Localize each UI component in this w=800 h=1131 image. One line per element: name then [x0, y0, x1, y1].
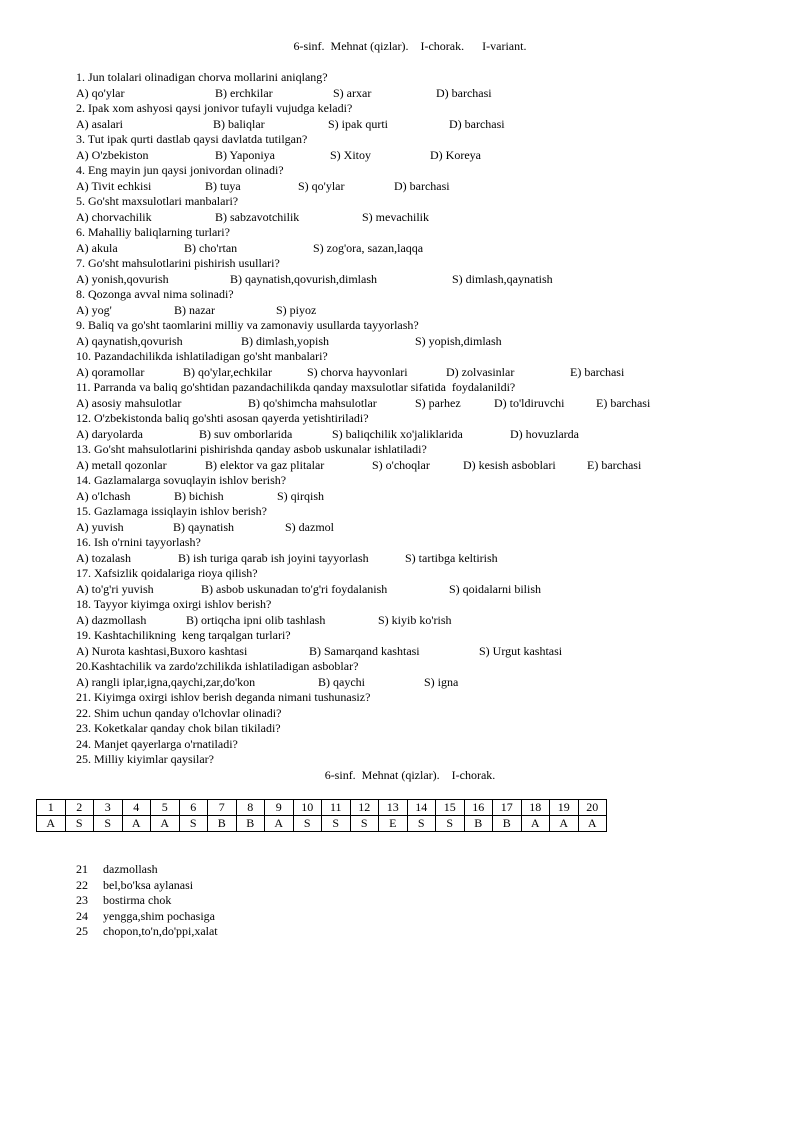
- answer-key-answer: S: [65, 816, 94, 832]
- answer-option: B) suv omborlarida: [199, 426, 293, 441]
- answer-key-answer: B: [464, 816, 493, 832]
- answer-key-answer: B: [208, 816, 237, 832]
- question-text: 24. Manjet qayerlarga o'rnatiladi?: [76, 736, 238, 751]
- answer-options: [76, 427, 776, 443]
- answer-option: S) kiyib ko'rish: [378, 612, 452, 627]
- answer-option: A) rangli iplar,igna,qaychi,zar,do'kon: [76, 674, 256, 689]
- answer-option: B) baliqlar: [213, 116, 265, 131]
- question-text: 1. Jun tolalari olinadigan chorva mollarini aniqlang?: [76, 70, 328, 84]
- answer-key-answer: A: [151, 816, 180, 832]
- answer-option: S) ipak qurti: [328, 116, 388, 131]
- answer-option: B) nazar: [174, 302, 215, 317]
- answer-key-answer: S: [293, 816, 322, 832]
- answer-options: [76, 458, 776, 474]
- answer-key-number: 15: [436, 800, 465, 816]
- answer-options: [76, 303, 776, 319]
- question-text: 12. O'zbekistonda baliq go'shti asosan qayerda yetishtiriladi?: [76, 411, 369, 425]
- answer-option: S) dimlash,qaynatish: [452, 271, 553, 286]
- answer-key-numbers-row: [37, 800, 607, 816]
- answer-options: [76, 365, 776, 381]
- answer-option: A) akula: [76, 240, 118, 255]
- answer-option: A) yog': [76, 302, 112, 317]
- answer-option: B) tuya: [205, 178, 241, 193]
- answer-option: S) piyoz: [276, 302, 317, 317]
- answer-key-title: 6-sinf. Mehnat (qizlar). I-chorak.: [324, 768, 496, 782]
- question-text: 5. Go'sht maxsulotlari manbalari?: [76, 194, 239, 208]
- answer-key-answer: S: [350, 816, 379, 832]
- question-text: 17. Xafsizlik qoidalariga rioya qilish?: [76, 566, 258, 580]
- question-text: 6. Mahalliy baliqlarning turlari?: [76, 225, 230, 239]
- open-answer-text: dazmollash: [103, 862, 158, 876]
- answer-option: S) qirqish: [277, 488, 325, 503]
- answer-options: [76, 241, 776, 257]
- answer-key-number: 19: [550, 800, 579, 816]
- answer-key-number: 13: [379, 800, 408, 816]
- answer-option: A) daryolarda: [76, 426, 143, 441]
- question-text: 10. Pazandachilikda ishlatiladigan go'sht manbalari?: [76, 349, 328, 363]
- answer-option: S) Urgut kashtasi: [479, 643, 563, 658]
- answer-key-answer: S: [436, 816, 465, 832]
- answer-option: A) to'g'ri yuvish: [76, 581, 154, 596]
- answer-option: S) igna: [424, 674, 459, 689]
- question-list: [76, 70, 776, 768]
- answer-key-number: 20: [578, 800, 607, 816]
- answer-options: [76, 272, 776, 288]
- answer-option: E) barchasi: [570, 364, 625, 379]
- answer-option: A) asalari: [76, 116, 123, 131]
- answer-option: D) barchasi: [449, 116, 505, 131]
- answer-key-answer: S: [322, 816, 351, 832]
- question-text: 23. Koketkalar qanday chok bilan tikiladi?: [76, 721, 281, 735]
- open-answer-number: 22: [76, 877, 88, 892]
- answer-options: [76, 520, 776, 536]
- open-answer-text: bostirma chok: [103, 893, 172, 907]
- answer-option: D) barchasi: [394, 178, 450, 193]
- page-title: 6-sinf. Mehnat (qizlar). I-chorak. I-variant.: [293, 39, 527, 53]
- answer-key-number: 10: [293, 800, 322, 816]
- question-text: 25. Milliy kiyimlar qaysilar?: [76, 752, 214, 766]
- answer-key-answer: A: [578, 816, 607, 832]
- answer-options: [76, 86, 776, 102]
- answer-option: D) kesish asboblari: [463, 457, 556, 472]
- answer-option: B) bichish: [174, 488, 224, 503]
- answer-option: A) qoramollar: [76, 364, 145, 379]
- answer-key-number: 7: [208, 800, 237, 816]
- answer-option: S) arxar: [333, 85, 372, 100]
- answer-key-answer: A: [521, 816, 550, 832]
- question-text: 20.Kashtachilik va zardo'zchilikda ishlatiladigan asboblar?: [76, 659, 359, 673]
- answer-option: A) tozalash: [76, 550, 131, 565]
- answer-option: S) o'choqlar: [372, 457, 430, 472]
- answer-option: A) Tivit echkisi: [76, 178, 152, 193]
- answer-option: B) dimlash,yopish: [241, 333, 330, 348]
- answer-option: A) dazmollash: [76, 612, 147, 627]
- answer-option: S) Xitoy: [330, 147, 372, 162]
- answer-option: D) barchasi: [436, 85, 492, 100]
- answer-option: S) dazmol: [285, 519, 334, 534]
- answer-option: B) qaynatish: [173, 519, 234, 534]
- answer-key-number: 17: [493, 800, 522, 816]
- answer-option: A) o'lchash: [76, 488, 131, 503]
- answer-key-number: 12: [350, 800, 379, 816]
- answer-key-answer: E: [379, 816, 408, 832]
- answer-option: B) qo'ylar,echkilar: [183, 364, 272, 379]
- answer-option: B) Yaponiya: [215, 147, 276, 162]
- question-text: 7. Go'sht mahsulotlarini pishirish usullari?: [76, 256, 280, 270]
- answer-key-number: 5: [151, 800, 180, 816]
- answer-key-answer: S: [407, 816, 436, 832]
- answer-key-number: 16: [464, 800, 493, 816]
- answer-option: B) qo'shimcha mahsulotlar: [248, 395, 377, 410]
- answer-option: E) barchasi: [596, 395, 651, 410]
- open-answer-number: 25: [76, 924, 88, 938]
- question-text: 15. Gazlamaga issiqlayin ishlov berish?: [76, 504, 267, 518]
- answer-option: B) erchkilar: [215, 85, 273, 100]
- answer-option: S) tartibga keltirish: [405, 550, 498, 565]
- answer-option: B) sabzavotchilik: [215, 209, 300, 224]
- answer-options: [76, 179, 776, 195]
- answer-option: A) asosiy mahsulotlar: [76, 395, 182, 410]
- answer-key-answer: S: [94, 816, 123, 832]
- question-text: 2. Ipak xom ashyosi qaysi jonivor tufayli vujudga keladi?: [76, 101, 353, 115]
- answer-options: [76, 148, 776, 164]
- answer-key-answers-row: [37, 816, 607, 832]
- answer-key-number: 18: [521, 800, 550, 816]
- open-answer-number: 23: [76, 893, 88, 907]
- answer-option: S) zog'ora, sazan,laqqa: [313, 240, 424, 255]
- question-text: 13. Go'sht mahsulotlarini pishirishda qanday asbob uskunalar ishlatiladi?: [76, 442, 427, 456]
- answer-options: [76, 117, 776, 133]
- answer-options: [76, 582, 776, 598]
- answer-option: S) chorva hayvonlari: [307, 364, 408, 379]
- answer-options: [76, 210, 776, 226]
- answer-option: S) parhez: [415, 395, 461, 410]
- open-answer-text: chopon,to'n,do'ppi,xalat: [103, 924, 218, 938]
- answer-key-answer: A: [265, 816, 294, 832]
- question-text: 18. Tayyor kiyimga oxirgi ishlov berish?: [76, 597, 272, 611]
- question-text: 11. Parranda va baliq go'shtidan pazandachilikda qanday maxsulotlar sifatida foydalanildi?: [76, 380, 516, 394]
- answer-option: B) cho'rtan: [184, 240, 238, 255]
- answer-key-number: 4: [122, 800, 151, 816]
- answer-key-number: 6: [179, 800, 208, 816]
- question-text: 3. Tut ipak qurti dastlab qaysi davlatda tutilgan?: [76, 132, 308, 146]
- answer-key-number: 11: [322, 800, 351, 816]
- answer-options: [76, 613, 776, 629]
- question-text: 21. Kiyimga oxirgi ishlov berish deganda nimani tushunasiz?: [76, 690, 371, 704]
- question-text: 22. Shim uchun qanday o'lchovlar olinadi?: [76, 705, 282, 720]
- answer-key-table: [36, 799, 607, 832]
- answer-key-number: 14: [407, 800, 436, 816]
- answer-option: D) zolvasinlar: [446, 364, 515, 379]
- answer-option: A) metall qozonlar: [76, 457, 167, 472]
- answer-key-answer: S: [179, 816, 208, 832]
- answer-key-answer: A: [37, 816, 66, 832]
- answer-options: [76, 489, 776, 505]
- answer-option: B) elektor va gaz plitalar: [205, 457, 325, 472]
- answer-option: A) yonish,qovurish: [76, 271, 169, 286]
- answer-key-answer: B: [236, 816, 265, 832]
- answer-options: [76, 551, 776, 567]
- answer-option: A) qaynatish,qovurish: [76, 333, 183, 348]
- open-answer-text: yengga,shim pochasiga: [103, 908, 215, 923]
- question-text: 4. Eng mayin jun qaysi jonivordan olinadi?: [76, 163, 284, 177]
- answer-option: B) ish turiga qarab ish joyini tayyorlash: [178, 550, 369, 565]
- question-text: 16. Ish o'rnini tayyorlash?: [76, 535, 201, 549]
- answer-option: D) Koreya: [430, 147, 481, 162]
- open-answer-number: 24: [76, 908, 88, 923]
- answer-option: A) Nurota kashtasi,Buxoro kashtasi: [76, 643, 248, 658]
- answer-option: S) mevachilik: [362, 209, 429, 224]
- answer-key-number: 3: [94, 800, 123, 816]
- answer-option: A) chorvachilik: [76, 209, 152, 224]
- answer-key-answer: A: [550, 816, 579, 832]
- answer-option: B) Samarqand kashtasi: [309, 643, 420, 658]
- answer-key-number: 9: [265, 800, 294, 816]
- question-text: 14. Gazlamalarga sovuqlayin ishlov berish?: [76, 473, 287, 487]
- answer-option: S) baliqchilik xo'jaliklarida: [332, 426, 463, 441]
- answer-option: S) qo'ylar: [298, 178, 345, 193]
- answer-options: [76, 675, 776, 691]
- answer-option: E) barchasi: [587, 457, 642, 472]
- open-answer-text: bel,bo'ksa aylanasi: [103, 877, 194, 892]
- answer-option: A) qo'ylar: [76, 85, 125, 100]
- answer-option: A) yuvish: [76, 519, 124, 534]
- question-text: 19. Kashtachilikning keng tarqalgan turlari?: [76, 628, 291, 642]
- answer-option: B) qaychi: [318, 674, 365, 689]
- answer-options: [76, 396, 776, 412]
- question-text: 8. Qozonga avval nima solinadi?: [76, 287, 234, 301]
- answer-option: A) O'zbekiston: [76, 147, 149, 162]
- answer-option: D) hovuzlarda: [510, 426, 579, 441]
- answer-option: B) ortiqcha ipni olib tashlash: [186, 612, 326, 627]
- answer-key-number: 8: [236, 800, 265, 816]
- answer-option: S) yopish,dimlash: [415, 333, 502, 348]
- answer-key-number: 1: [37, 800, 66, 816]
- answer-key-answer: A: [122, 816, 151, 832]
- question-text: 9. Baliq va go'sht taomlarini milliy va zamonaviy usullarda tayyorlash?: [76, 318, 419, 332]
- answer-options: [76, 334, 776, 350]
- answer-option: B) asbob uskunadan to'g'ri foydalanish: [201, 581, 388, 596]
- open-answer-number: 21: [76, 862, 88, 876]
- answer-key-number: 2: [65, 800, 94, 816]
- answer-option: S) qoidalarni bilish: [449, 581, 541, 596]
- answer-key-answer: B: [493, 816, 522, 832]
- answer-options: [76, 644, 776, 660]
- answer-option: D) to'ldiruvchi: [494, 395, 565, 410]
- answer-option: B) qaynatish,qovurish,dimlash: [230, 271, 377, 286]
